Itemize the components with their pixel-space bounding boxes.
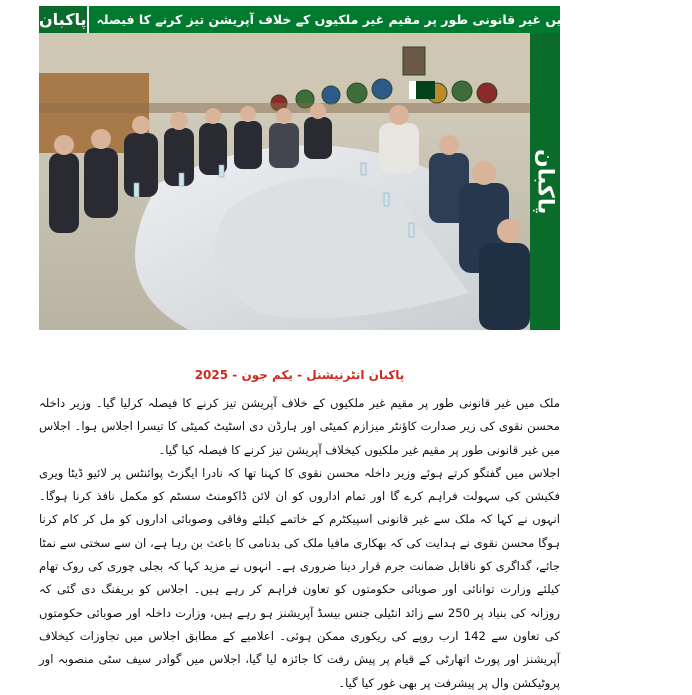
meeting-photo (39, 33, 530, 330)
headline: وزیر داخلہ کا ملک میں غیر قانونی طور پر مقیم غیر ملکیوں کے خلاف آپریشن تیز کرنے کا فیصلہ (96, 12, 684, 27)
header-bar (39, 6, 684, 33)
article-paragraph: اجلاس میں گفتگو کرتے ہوئے وزیر داخلہ محسن نقوی کا کہنا تھا کہ نادرا ایگزٹ پوائنٹس پر لائیو ڈیٹا ویری فکیشن کی سہولت فراہم کرے گا اور تمام اداروں کو ان لائن ڈاکومنٹ سسٹم کو مکمل نافذ کرنا ہوگا۔ انہوں نے کہا کہ ملک سے غیر قانونی اسپیکٹرم کے خاتمے کیلئے وفاقی وصوبائی اداروں کو مل کر کام کرنا ہوگا محسن نقوی نے ہدایت کی کہ بھکاری مافیا ملک کی بدنامی کا باعث بن رہا ہے، ان سے سختی سے نمٹا جائے، گداگری کو ناقابل ضمانت جرم قرار دینا ضروری ہے۔ انہوں نے مزید کہا کہ بجلی چوری کی روک تھام کیلئے وزارت توانائی اور صوبائی حکومتوں کو تعاون فراہم کر رہے ہیں۔ اجلاس کو بریفنگ دی گئی کہ روزانہ کی بنیاد پر 250 سے زائد انٹیلی جنس بیسڈ آپریشنز ہو رہے ہیں، وزارت داخلہ اور صوبائی حکومتوں کی تعاون سے 142 ارب روپے کی ریکوری ممکن ہوئی۔ اعلامیے کے مطابق اجلاس میں تجاوزات کیخلاف آپریشنز اور پورٹ اتھارٹی کے قیام پر پیش رفت کا جائزہ لیا گیا، اجلاس میں گوادر سیف سٹی منصوبہ اور پروٹیکشن وال پر پیشرفت پر بھی غور کیا گیا۔ (39, 465, 560, 690)
side-brand: پاکبان (532, 148, 558, 215)
dateline-caption: پاکبان انٹرنیشنل - یکم جون - 2025 (194, 368, 405, 382)
side-brand-strip (530, 33, 560, 330)
article-body (39, 392, 560, 695)
brand-logo: پاکبان (39, 6, 89, 33)
article-paragraph: ملک میں غیر قانونی طور پر مقیم غیر ملکیوں کے خلاف آپریشن تیز کرنے کا فیصلہ کرلیا گیا۔ وزیر داخلہ محسن نقوی کی زیر صدارت کاؤنٹر میزازم کمیٹی اور ہارڈن دی اسٹیٹ کمیٹی کا تیسرا اجلاس ہوا۔ اجلاس میں غیر قانونی طور پر مقیم غیر ملکیوں کیخلاف آپریشن تیز کرنے کا فیصلہ کیا گیا۔ (39, 396, 560, 457)
